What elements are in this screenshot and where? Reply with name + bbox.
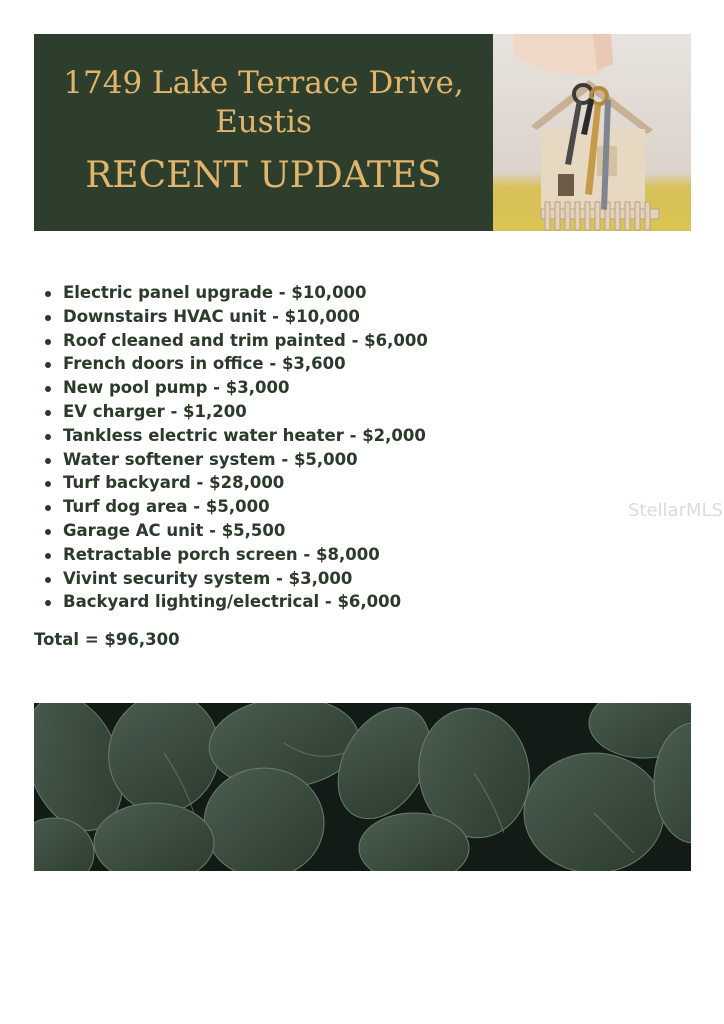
list-item: Garage AC unit - $5,500 bbox=[34, 518, 634, 542]
mls-watermark: StellarMLS bbox=[628, 500, 723, 521]
list-item: Turf dog area - $5,000 bbox=[34, 494, 634, 518]
house-keys-photo bbox=[493, 34, 691, 231]
list-item: EV charger - $1,200 bbox=[34, 399, 634, 423]
section-heading: RECENT UPDATES bbox=[85, 155, 442, 196]
list-item: Downstairs HVAC unit - $10,000 bbox=[34, 304, 634, 328]
list-item: Retractable porch screen - $8,000 bbox=[34, 542, 634, 566]
list-item: French doors in office - $3,600 bbox=[34, 351, 634, 375]
list-item: Vivint security system - $3,000 bbox=[34, 566, 634, 590]
list-item: Electric panel upgrade - $10,000 bbox=[34, 280, 634, 304]
leaves-illustration bbox=[34, 703, 691, 871]
property-address: 1749 Lake Terrace Drive, Eustis bbox=[63, 65, 464, 140]
list-item: Water softener system - $5,000 bbox=[34, 447, 634, 471]
list-item: Backyard lighting/electrical - $6,000 bbox=[34, 589, 634, 613]
header-text-panel bbox=[34, 34, 493, 231]
total-cost: Total = $96,300 bbox=[34, 630, 180, 649]
list-item: New pool pump - $3,000 bbox=[34, 375, 634, 399]
updates-list bbox=[34, 280, 634, 613]
hosta-leaves-photo bbox=[34, 703, 691, 871]
list-item: Tankless electric water heater - $2,000 bbox=[34, 423, 634, 447]
house-keys-illustration bbox=[493, 34, 691, 231]
list-item: Turf backyard - $28,000 bbox=[34, 470, 634, 494]
header-banner bbox=[34, 34, 691, 231]
list-item: Roof cleaned and trim painted - $6,000 bbox=[34, 328, 634, 352]
